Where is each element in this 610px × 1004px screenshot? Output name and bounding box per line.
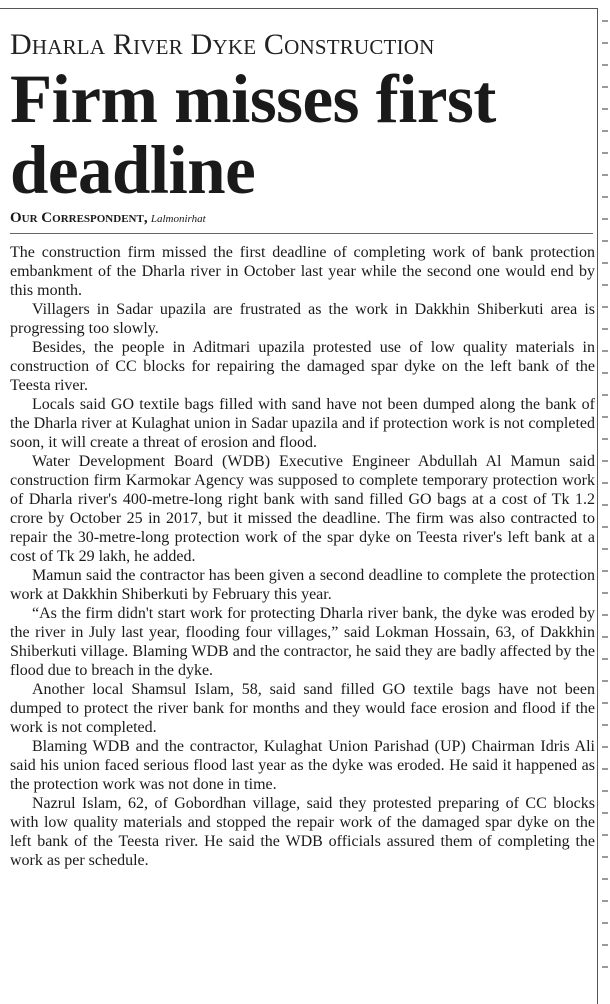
byline	[10, 210, 593, 227]
news-article	[10, 18, 593, 870]
paragraph: Mamun said the contractor has been given a second deadline to complete the protection work at Dakkhin Shiberkuti by February this year.	[10, 567, 595, 603]
paragraph: Besides, the people in Aditmari upazila protested use of low quality materials in construction of CC blocks for repairing the damaged spar dyke on the left bank of the Teesta river.	[10, 339, 595, 394]
paragraph: Blaming WDB and the contractor, Kulaghat Union Parishad (UP) Chairman Idris Ali said his union faced serious flood last year as the dyke was eroded. He said it happened as the protection work was not done in time.	[10, 738, 595, 793]
top-rule	[0, 8, 597, 9]
paragraph: Another local Shamsul Islam, 58, said sand filled GO textile bags have not been dumped to protect the river bank for months and they would face erosion and flood if the work is not completed.	[10, 681, 595, 736]
paragraph: Villagers in Sadar upazila are frustrated as the work in Dakkhin Shiberkuti area is progressing too slowly.	[10, 301, 595, 337]
column-divider	[597, 8, 598, 1004]
byline-author: Our Correspondent,	[10, 210, 148, 226]
paragraph: Nazrul Islam, 62, of Gobordhan village, said they protested preparing of CC blocks with low quality materials and stopped the repair work of the damaged spar dyke on the left bank of the Teesta river. He said the WDB officials assured them of completing the work as per schedule.	[10, 795, 595, 869]
adjacent-column-fragment	[602, 20, 610, 1000]
paragraph: Locals said GO textile bags filled with sand have not been dumped along the bank of the Dharla river at Kulaghat union in Sadar upazila and if protection work is not completed soon, it will create a threat of erosion and flood.	[10, 396, 595, 451]
article-body	[10, 243, 595, 870]
headline: Firm misses first deadline	[10, 61, 496, 208]
kicker: Dharla River Dyke Construction	[10, 28, 435, 61]
paragraph: “As the firm didn't start work for protecting Dharla river bank, the dyke was eroded by the river in July last year, flooding four villages,” said Lokman Hossain, 63, of Dakkhin Shiberkuti village. Blaming WDB and the contractor, he said they are badly affected by the flood due to breach in the dyke.	[10, 605, 595, 679]
paragraph: Water Development Board (WDB) Executive Engineer Abdullah Al Mamun said construction firm Karmokar Agency was supposed to complete temporary protection work of Dharla river's 400-metre-long right bank with sand filled GO bags at a cost of Tk 1.2 crore by October 25 in 2017, but it missed the deadline. The firm was also contracted to repair the 30-metre-long protection work of the spar dyke on Teesta river's left bank at a cost of Tk 29 lakh, he added.	[10, 453, 595, 565]
paragraph: The construction firm missed the first deadline of completing work of bank protection embankment of the Dharla river in October last year while the second one would end by this month.	[10, 244, 595, 299]
byline-location: Lalmonirhat	[150, 213, 206, 225]
byline-rule	[10, 233, 593, 234]
